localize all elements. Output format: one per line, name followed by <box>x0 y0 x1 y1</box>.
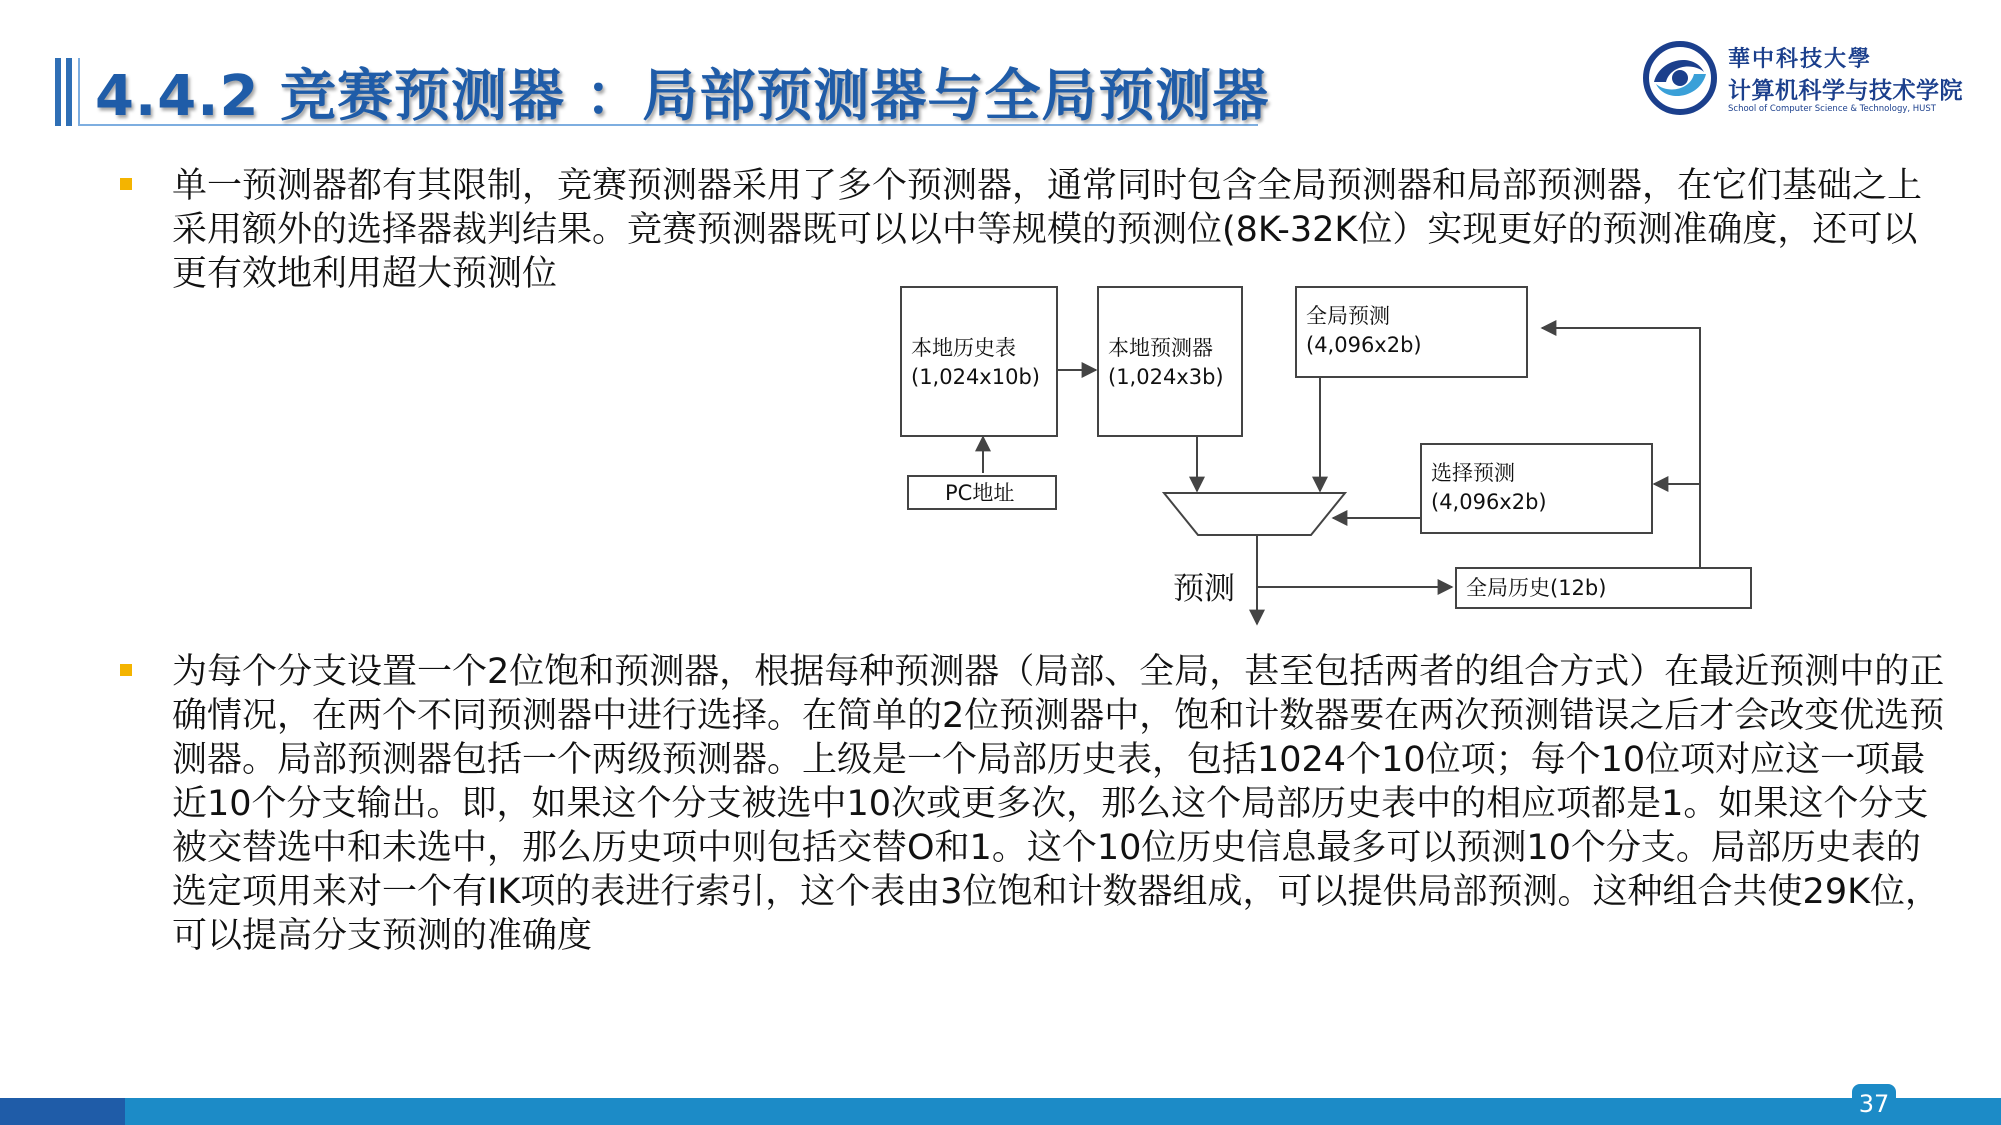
prediction-label: 预测 <box>1173 571 1235 607</box>
footer-bar-dark <box>0 1098 125 1125</box>
hust-swirl-logo-icon <box>1642 38 1722 118</box>
paragraph-2: 为每个分支设置一个2位饱和预测器，根据每种预测器（局部、全局，甚至包括两者的组合方式）在最近预测中的正确情况，在两个不同预测器中进行选择。在简单的2位预测器中，饱和计数器要在两次预测错误之后才会改变优选预测器。局部预测器包括一个两级预测器。上级是一个局部历史表，包括1024个10位项；每个10位项对应这一项最近10个分支输出。即，如果这个分支被选中10次或更多次，那么这个局部历史表中的相应项都是1。如果这个分支被交替选中和未选中，那么历史项中则包括交替O和1。这个10位历史信息最多可以预测10个分支。局部历史表的选定项用来对一个有IK项的表进行索引，这个表由3位饱和计数器组成，可以提供局部预测。这种组合共使29K位，可以提高分支预测的准确度 <box>172 652 1945 956</box>
pc-address-label: PC地址 <box>945 481 1015 505</box>
pc-address-box <box>907 475 1057 510</box>
arrow-history-to-global-predictor <box>1542 328 1700 567</box>
title-left-vline <box>78 58 80 126</box>
local-history-table-label: 本地历史表 <box>911 336 1016 360</box>
title-decoration-bar-1 <box>55 58 61 126</box>
department-name-en: School of Computer Science & Technology, HUST <box>1728 104 1936 114</box>
selector-mux <box>1164 493 1345 535</box>
global-history-label: 全局历史(12b) <box>1466 576 1607 600</box>
department-name: 计算机科学与技术学院 <box>1728 78 1963 104</box>
page-title: 4.4.2 竞赛预测器 ：局部预测器与全局预测器 <box>95 64 1270 129</box>
choice-predictor-box <box>1420 443 1653 534</box>
local-history-table-size: (1,024x10b) <box>911 365 1040 389</box>
local-predictor-label: 本地预测器 <box>1108 336 1213 360</box>
university-logo <box>1642 38 1987 118</box>
choice-predictor-size: (4,096x2b) <box>1431 490 1547 514</box>
global-predictor-size: (4,096x2b) <box>1306 333 1422 357</box>
bullet-marker-1 <box>120 178 132 190</box>
local-history-table-box <box>900 286 1058 437</box>
title-decoration-bar-2 <box>66 58 72 126</box>
local-predictor-box <box>1097 286 1243 437</box>
university-name: 華中科技大學 <box>1728 46 1873 72</box>
page-number: 37 <box>1852 1084 1896 1124</box>
global-predictor-box <box>1295 286 1528 378</box>
bullet-marker-2 <box>120 664 132 676</box>
paragraph-1: 单一预测器都有其限制，竞赛预测器采用了多个预测器，通常同时包含全局预测器和局部预测器，在它们基础之上采用额外的选择器裁判结果。竞赛预测器既可以以中等规模的预测位(8K-32K位）实现更好的预测准确度，还可以更有效地利用超大预测位 <box>172 166 1923 294</box>
footer-bar <box>125 1098 2001 1125</box>
local-predictor-size: (1,024x3b) <box>1108 365 1224 389</box>
global-history-box <box>1455 567 1752 609</box>
choice-predictor-label: 选择预测 <box>1431 461 1515 485</box>
global-predictor-label: 全局预测 <box>1306 304 1390 328</box>
